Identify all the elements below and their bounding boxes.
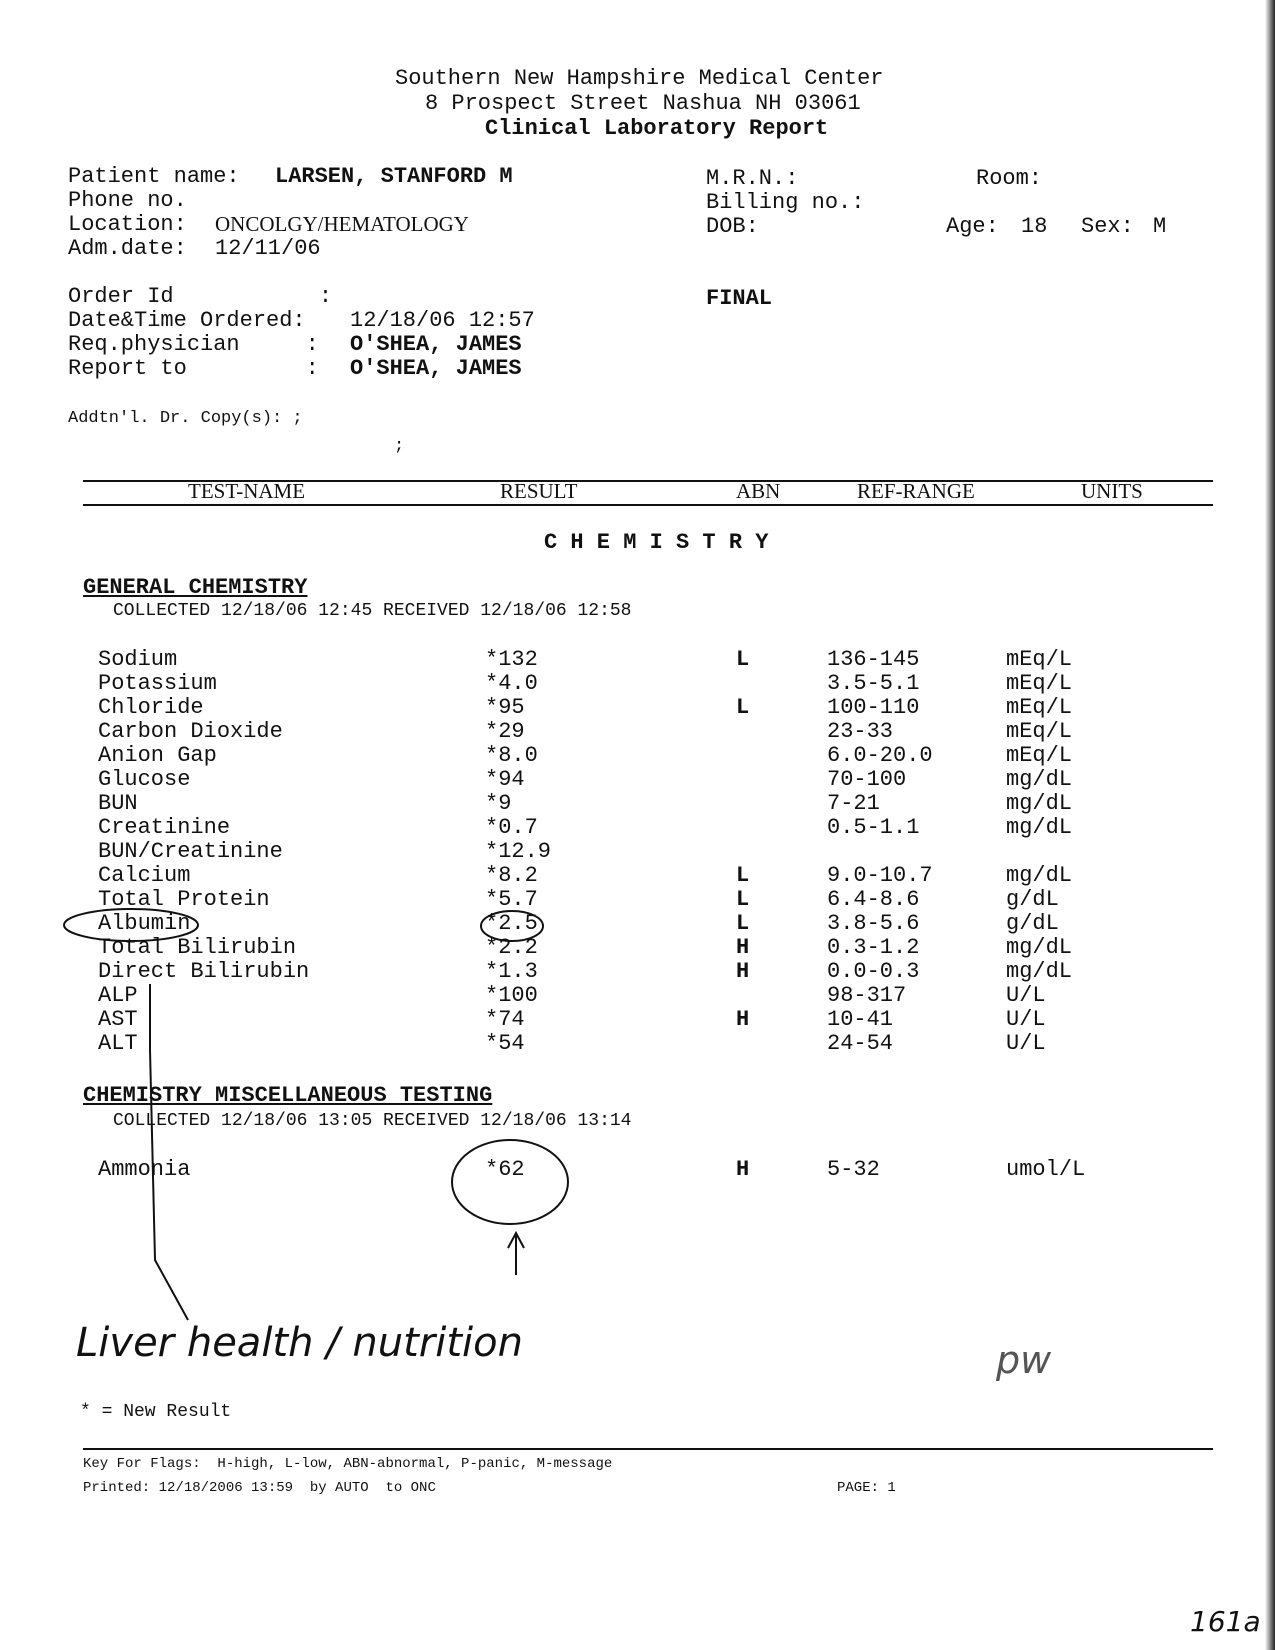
test-result: *5.7: [485, 887, 538, 912]
test-name: Creatinine: [98, 815, 231, 840]
test-name: ALP: [98, 983, 138, 1008]
location-value: ONCOLGY/HEMATOLOGY: [215, 212, 469, 236]
test-units: mg/dL: [1006, 791, 1073, 816]
test-name: Anion Gap: [98, 743, 217, 768]
page-edge-shadow: [1265, 0, 1275, 1650]
arrow-up-icon: [508, 1233, 524, 1275]
abn-flag: H: [736, 1007, 750, 1032]
flag-key: Key For Flags: H-high, L-low, ABN-abnormal, P-panic, M-message: [83, 1456, 613, 1472]
abn-flag: H: [736, 1157, 750, 1182]
new-result-legend: * = New Result: [80, 1402, 232, 1422]
handwritten-initials: pw: [996, 1338, 1052, 1382]
test-units: mg/dL: [1006, 863, 1073, 888]
report-status: FINAL: [706, 286, 773, 311]
test-units: umol/L: [1006, 1157, 1086, 1182]
test-result: *62: [485, 1157, 525, 1182]
test-units: mEq/L: [1006, 671, 1073, 696]
location-label: Location:: [68, 212, 187, 237]
test-name: Glucose: [98, 767, 191, 792]
billing-label: Billing no.:: [706, 190, 865, 215]
test-result: *0.7: [485, 815, 538, 840]
test-name: Potassium: [98, 671, 217, 696]
col-ref-range: REF-RANGE: [857, 479, 975, 503]
dob-label: DOB:: [706, 214, 759, 239]
test-units: U/L: [1006, 983, 1046, 1008]
test-result: *54: [485, 1031, 525, 1056]
ref-range: 7-21: [827, 791, 880, 816]
hospital-address: 8 Prospect Street Nashua NH 03061: [425, 91, 861, 116]
test-result: *94: [485, 767, 525, 792]
ref-range: 0.0-0.3: [827, 959, 920, 984]
report-to-label: Report to :: [68, 356, 319, 381]
age-value: 18: [1021, 214, 1048, 239]
hospital-name: Southern New Hampshire Medical Center: [395, 66, 884, 91]
test-result: *132: [485, 647, 538, 672]
phone-label: Phone no.: [68, 188, 187, 213]
test-name: BUN/Creatinine: [98, 839, 283, 864]
test-units: mEq/L: [1006, 719, 1073, 744]
test-name: ALT: [98, 1031, 138, 1056]
ref-range: 0.3-1.2: [827, 935, 920, 960]
room-label: Room:: [976, 166, 1043, 191]
test-name: Direct Bilirubin: [98, 959, 310, 984]
additional-copies: Addtn'l. Dr. Copy(s): ;: [68, 409, 303, 428]
test-name: Ammonia: [98, 1157, 191, 1182]
test-result: *9: [485, 791, 512, 816]
additional-semicolon: ;: [394, 437, 405, 456]
ref-range: 5-32: [827, 1157, 880, 1182]
test-name: BUN: [98, 791, 138, 816]
sex-label: Sex:: [1081, 214, 1134, 239]
test-result: *95: [485, 695, 525, 720]
abn-flag: L: [736, 887, 750, 912]
order-id-label: Order Id :: [68, 284, 333, 309]
ref-range: 9.0-10.7: [827, 863, 933, 888]
footer-rule: [83, 1448, 1213, 1450]
abn-flag: H: [736, 935, 750, 960]
test-name: AST: [98, 1007, 138, 1032]
test-units: mEq/L: [1006, 647, 1073, 672]
col-abn: ABN: [736, 479, 781, 503]
col-units: UNITS: [1081, 479, 1143, 503]
mrn-label: M.R.N.:: [706, 166, 799, 191]
test-units: mg/dL: [1006, 815, 1073, 840]
col-result: RESULT: [500, 479, 578, 503]
age-label: Age:: [946, 214, 999, 239]
page-number: PAGE: 1: [837, 1480, 896, 1496]
test-name: Sodium: [98, 647, 178, 672]
general-chemistry-title: GENERAL CHEMISTRY: [83, 575, 308, 600]
adm-date: 12/11/06: [215, 236, 321, 261]
adm-date-label: Adm.date:: [68, 236, 187, 261]
header-rule-bottom: [83, 504, 1213, 506]
col-test-name: TEST-NAME: [188, 479, 306, 503]
test-result: *100: [485, 983, 538, 1008]
misc-collected: COLLECTED 12/18/06 13:05 RECEIVED 12/18/06 13:14: [113, 1111, 632, 1131]
patient-name: LARSEN, STANFORD M: [275, 164, 513, 189]
ref-range: 3.8-5.6: [827, 911, 920, 936]
abn-flag: L: [736, 863, 750, 888]
ref-range: 70-100: [827, 767, 907, 792]
test-name: Albumin: [98, 911, 191, 936]
ref-range: 100-110: [827, 695, 920, 720]
misc-title: CHEMISTRY MISCELLANEOUS TESTING: [83, 1083, 493, 1108]
test-result: *1.3: [485, 959, 538, 984]
ammonia-result-circle: [452, 1140, 568, 1224]
test-units: mEq/L: [1006, 695, 1073, 720]
abn-flag: L: [736, 647, 750, 672]
ref-range: 10-41: [827, 1007, 894, 1032]
handwritten-note: Liver health / nutrition: [76, 1320, 523, 1366]
page-mark: 161a: [1190, 1605, 1261, 1638]
test-result: *74: [485, 1007, 525, 1032]
test-units: U/L: [1006, 1007, 1046, 1032]
test-result: *2.2: [485, 935, 538, 960]
ref-range: 23-33: [827, 719, 894, 744]
abn-flag: L: [736, 695, 750, 720]
general-collected: COLLECTED 12/18/06 12:45 RECEIVED 12/18/06 12:58: [113, 601, 632, 621]
test-name: Carbon Dioxide: [98, 719, 283, 744]
test-result: *8.2: [485, 863, 538, 888]
test-result: *8.0: [485, 743, 538, 768]
test-units: U/L: [1006, 1031, 1046, 1056]
test-name: Total Bilirubin: [98, 935, 297, 960]
patient-name-label: Patient name:: [68, 164, 240, 189]
ref-range: 24-54: [827, 1031, 894, 1056]
sex-value: M: [1153, 214, 1167, 239]
req-physician-label: Req.physician :: [68, 332, 319, 357]
req-physician-value: O'SHEA, JAMES: [350, 332, 522, 357]
test-units: mg/dL: [1006, 959, 1073, 984]
printed-info: Printed: 12/18/2006 13:59 by AUTO to ONC: [83, 1480, 436, 1496]
ref-range: 6.0-20.0: [827, 743, 933, 768]
test-name: Chloride: [98, 695, 204, 720]
report-title: Clinical Laboratory Report: [485, 116, 829, 141]
abn-flag: L: [736, 911, 750, 936]
test-units: mg/dL: [1006, 935, 1073, 960]
test-result: *4.0: [485, 671, 538, 696]
ordered-label: Date&Time Ordered:: [68, 308, 306, 333]
test-result: *29: [485, 719, 525, 744]
test-result: *12.9: [485, 839, 552, 864]
report-to-value: O'SHEA, JAMES: [350, 356, 522, 381]
ordered-value: 12/18/06 12:57: [350, 308, 535, 333]
test-units: mg/dL: [1006, 767, 1073, 792]
ref-range: 0.5-1.1: [827, 815, 920, 840]
ref-range: 98-317: [827, 983, 907, 1008]
ref-range: 136-145: [827, 647, 920, 672]
ref-range: 6.4-8.6: [827, 887, 920, 912]
test-units: g/dL: [1006, 887, 1059, 912]
bracket-line: [150, 984, 188, 1320]
test-name: Total Protein: [98, 887, 270, 912]
test-units: mEq/L: [1006, 743, 1073, 768]
section-title: C H E M I S T R Y: [544, 530, 769, 555]
test-units: g/dL: [1006, 911, 1059, 936]
test-name: Calcium: [98, 863, 191, 888]
abn-flag: H: [736, 959, 750, 984]
test-result: *2.5: [485, 911, 538, 936]
ref-range: 3.5-5.1: [827, 671, 920, 696]
